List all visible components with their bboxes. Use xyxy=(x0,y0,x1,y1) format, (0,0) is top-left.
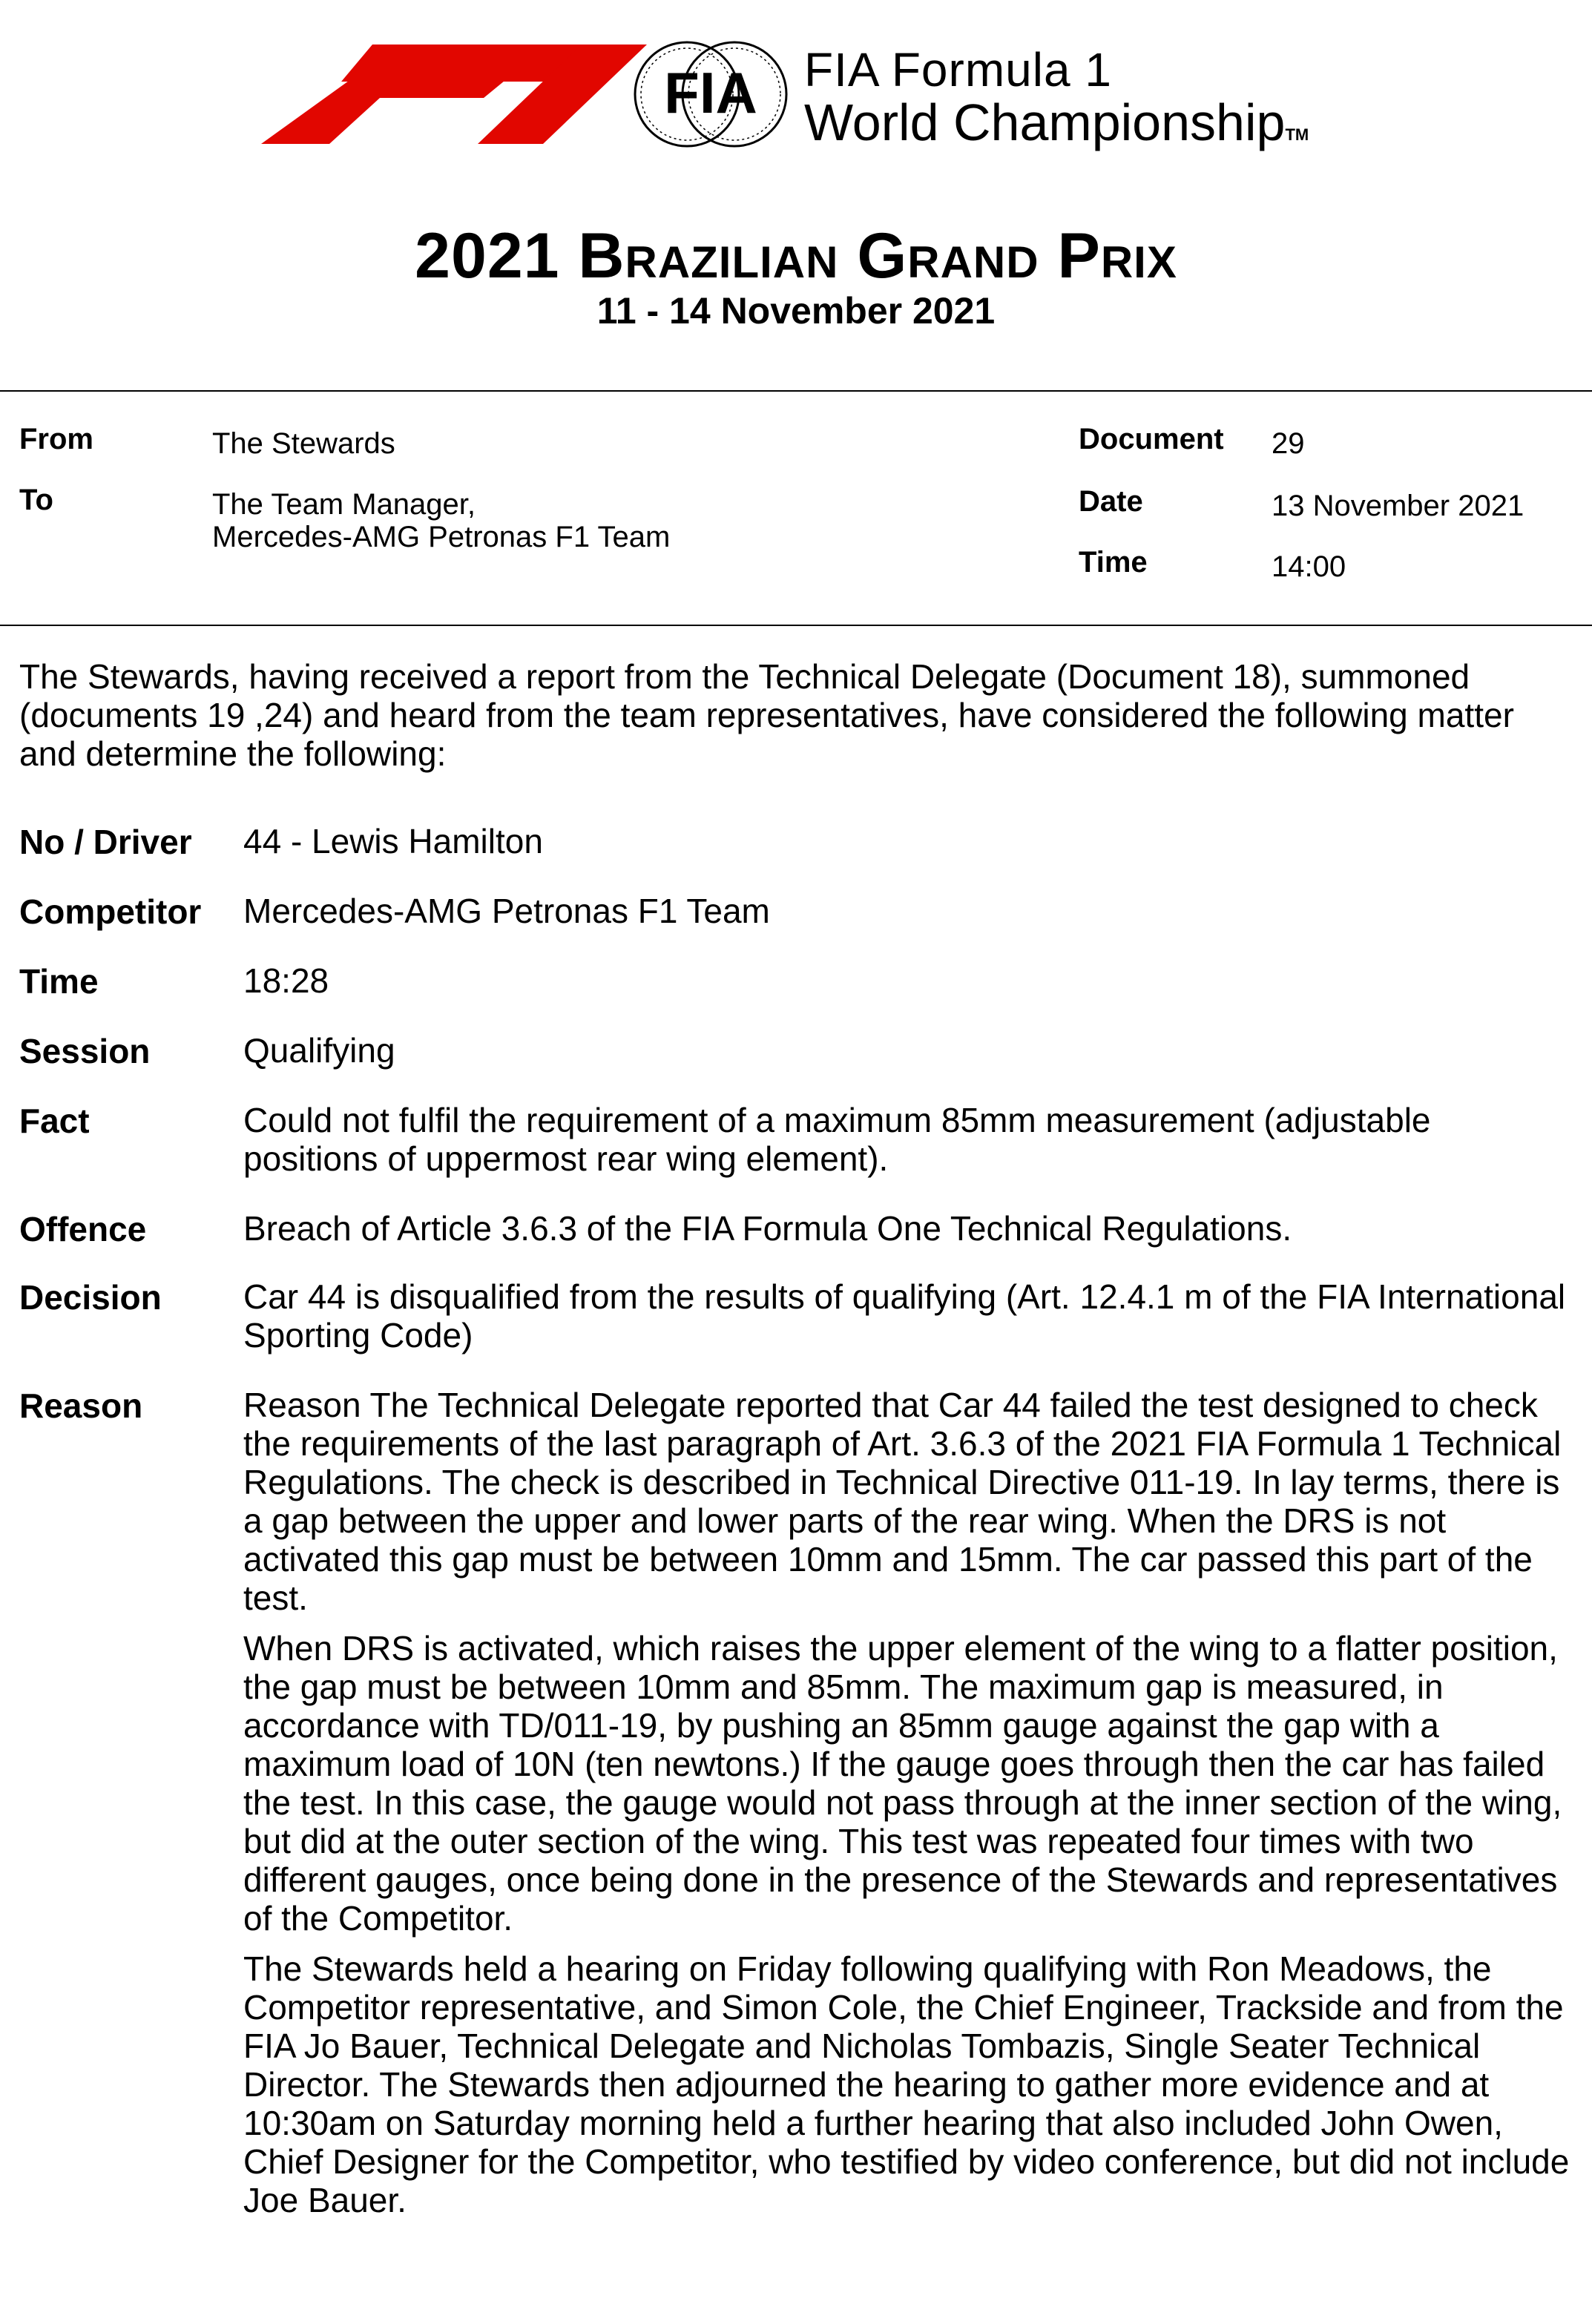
date-label: Date xyxy=(1079,485,1143,518)
offence-value: Breach of Article 3.6.3 of the FIA Formula One Technical Regulations. xyxy=(243,1209,1292,1248)
to-label: To xyxy=(19,484,53,516)
document-label: Document xyxy=(1079,423,1224,455)
incident-time-value: 18:28 xyxy=(243,961,329,1000)
event-title-name: Brazilian Grand Prix xyxy=(578,220,1177,292)
document-value: 29 xyxy=(1272,427,1305,460)
to-value: The Team Manager, Mercedes-AMG Petronas F1 Team xyxy=(212,488,671,553)
time-value: 14:00 xyxy=(1272,550,1346,583)
championship-wordmark xyxy=(804,43,1309,151)
from-value: The Stewards xyxy=(212,427,395,460)
from-label: From xyxy=(19,423,93,455)
driver-label: No / Driver xyxy=(19,823,192,861)
document-header xyxy=(0,0,1592,163)
championship-line-1: FIA Formula 1 xyxy=(804,43,1112,96)
time-label: Time xyxy=(1079,546,1148,579)
fact-label: Fact xyxy=(19,1102,90,1140)
f1-logo xyxy=(261,45,647,144)
svg-text:FIA: FIA xyxy=(664,60,757,125)
reason-paragraph: Reason The Technical Delegate reported that Car 44 failed the test designed to check the requirements of the last paragraph of Art. 3.6.3 of the 2021 FIA Formula 1 Technical Regulations. The check is described in Technical Directive 011-19. In lay terms, there is a gap between the upper and lower parts of the rear wing. When the DRS is not activated this gap must be between 10mm and 15mm. The car passed this part of the test. xyxy=(243,1386,1562,1617)
event-dates: 11 - 14 November 2021 xyxy=(596,290,996,332)
incident-time-label: Time xyxy=(19,962,99,1001)
event-title: 2021 Brazilian Grand Prix xyxy=(415,220,1177,292)
driver-value: 44 - Lewis Hamilton xyxy=(243,822,543,860)
intro-paragraph: The Stewards, having received a report from the Technical Delegate (Document 18), summoned (documents 19 ,24) and heard from the team representatives, have considered the following matter and determine the following: xyxy=(19,657,1514,773)
trademark-mark: TM xyxy=(1285,125,1309,144)
session-value: Qualifying xyxy=(243,1031,395,1070)
competitor-value: Mercedes-AMG Petronas F1 Team xyxy=(243,892,770,930)
top-divider xyxy=(0,390,1592,392)
date-value: 13 November 2021 xyxy=(1272,490,1524,522)
fia-logo xyxy=(632,39,789,150)
decision-value: Car 44 is disqualified from the results of qualifying (Art. 12.4.1 m of the FIA International Sporting Code) xyxy=(243,1277,1566,1354)
competitor-label: Competitor xyxy=(19,892,202,931)
offence-label: Offence xyxy=(19,1210,147,1248)
decision-label: Decision xyxy=(19,1278,162,1317)
reason-label: Reason xyxy=(19,1386,143,1425)
bottom-divider xyxy=(0,625,1592,626)
session-label: Session xyxy=(19,1032,151,1070)
championship-line-2: World ChampionshipTM xyxy=(804,93,1309,151)
reason-paragraph: When DRS is activated, which raises the upper element of the wing to a flatter position, the gap must be between 10mm and 85mm. The maximum gap is measured, in accordance with TD/011-19, by pushing an 85mm gauge against the gap with a maximum load of 10N (ten newtons.) If the gauge goes through then the car has failed the test. In this case, the gauge would not pass through at the inner section of the wing, but did at the outer section of the wing. This test was repeated four times with two different gauges, once being done in the presence of the Stewards and representatives of the Competitor. xyxy=(243,1629,1562,1938)
fact-value: Could not fulfil the requirement of a maximum 85mm measurement (adjustable positions of uppermost rear wing element). xyxy=(243,1101,1431,1178)
reason-paragraph: The Stewards held a hearing on Friday following qualifying with Ron Meadows, the Competitor representative, and Simon Cole, the Chief Engineer, Trackside and from the FIA Jo Bauer, Technical Delegate and Nicholas Tombazis, Single Seater Technical Director. The Stewards then adjourned the hearing to gather more evidence and at 10:30am on Saturday morning held a further hearing that also included John Owen, Chief Designer for the Competitor, who testified by video conference, but did not include Joe Bauer. xyxy=(243,1949,1570,2219)
reason-text xyxy=(243,1386,1571,2219)
